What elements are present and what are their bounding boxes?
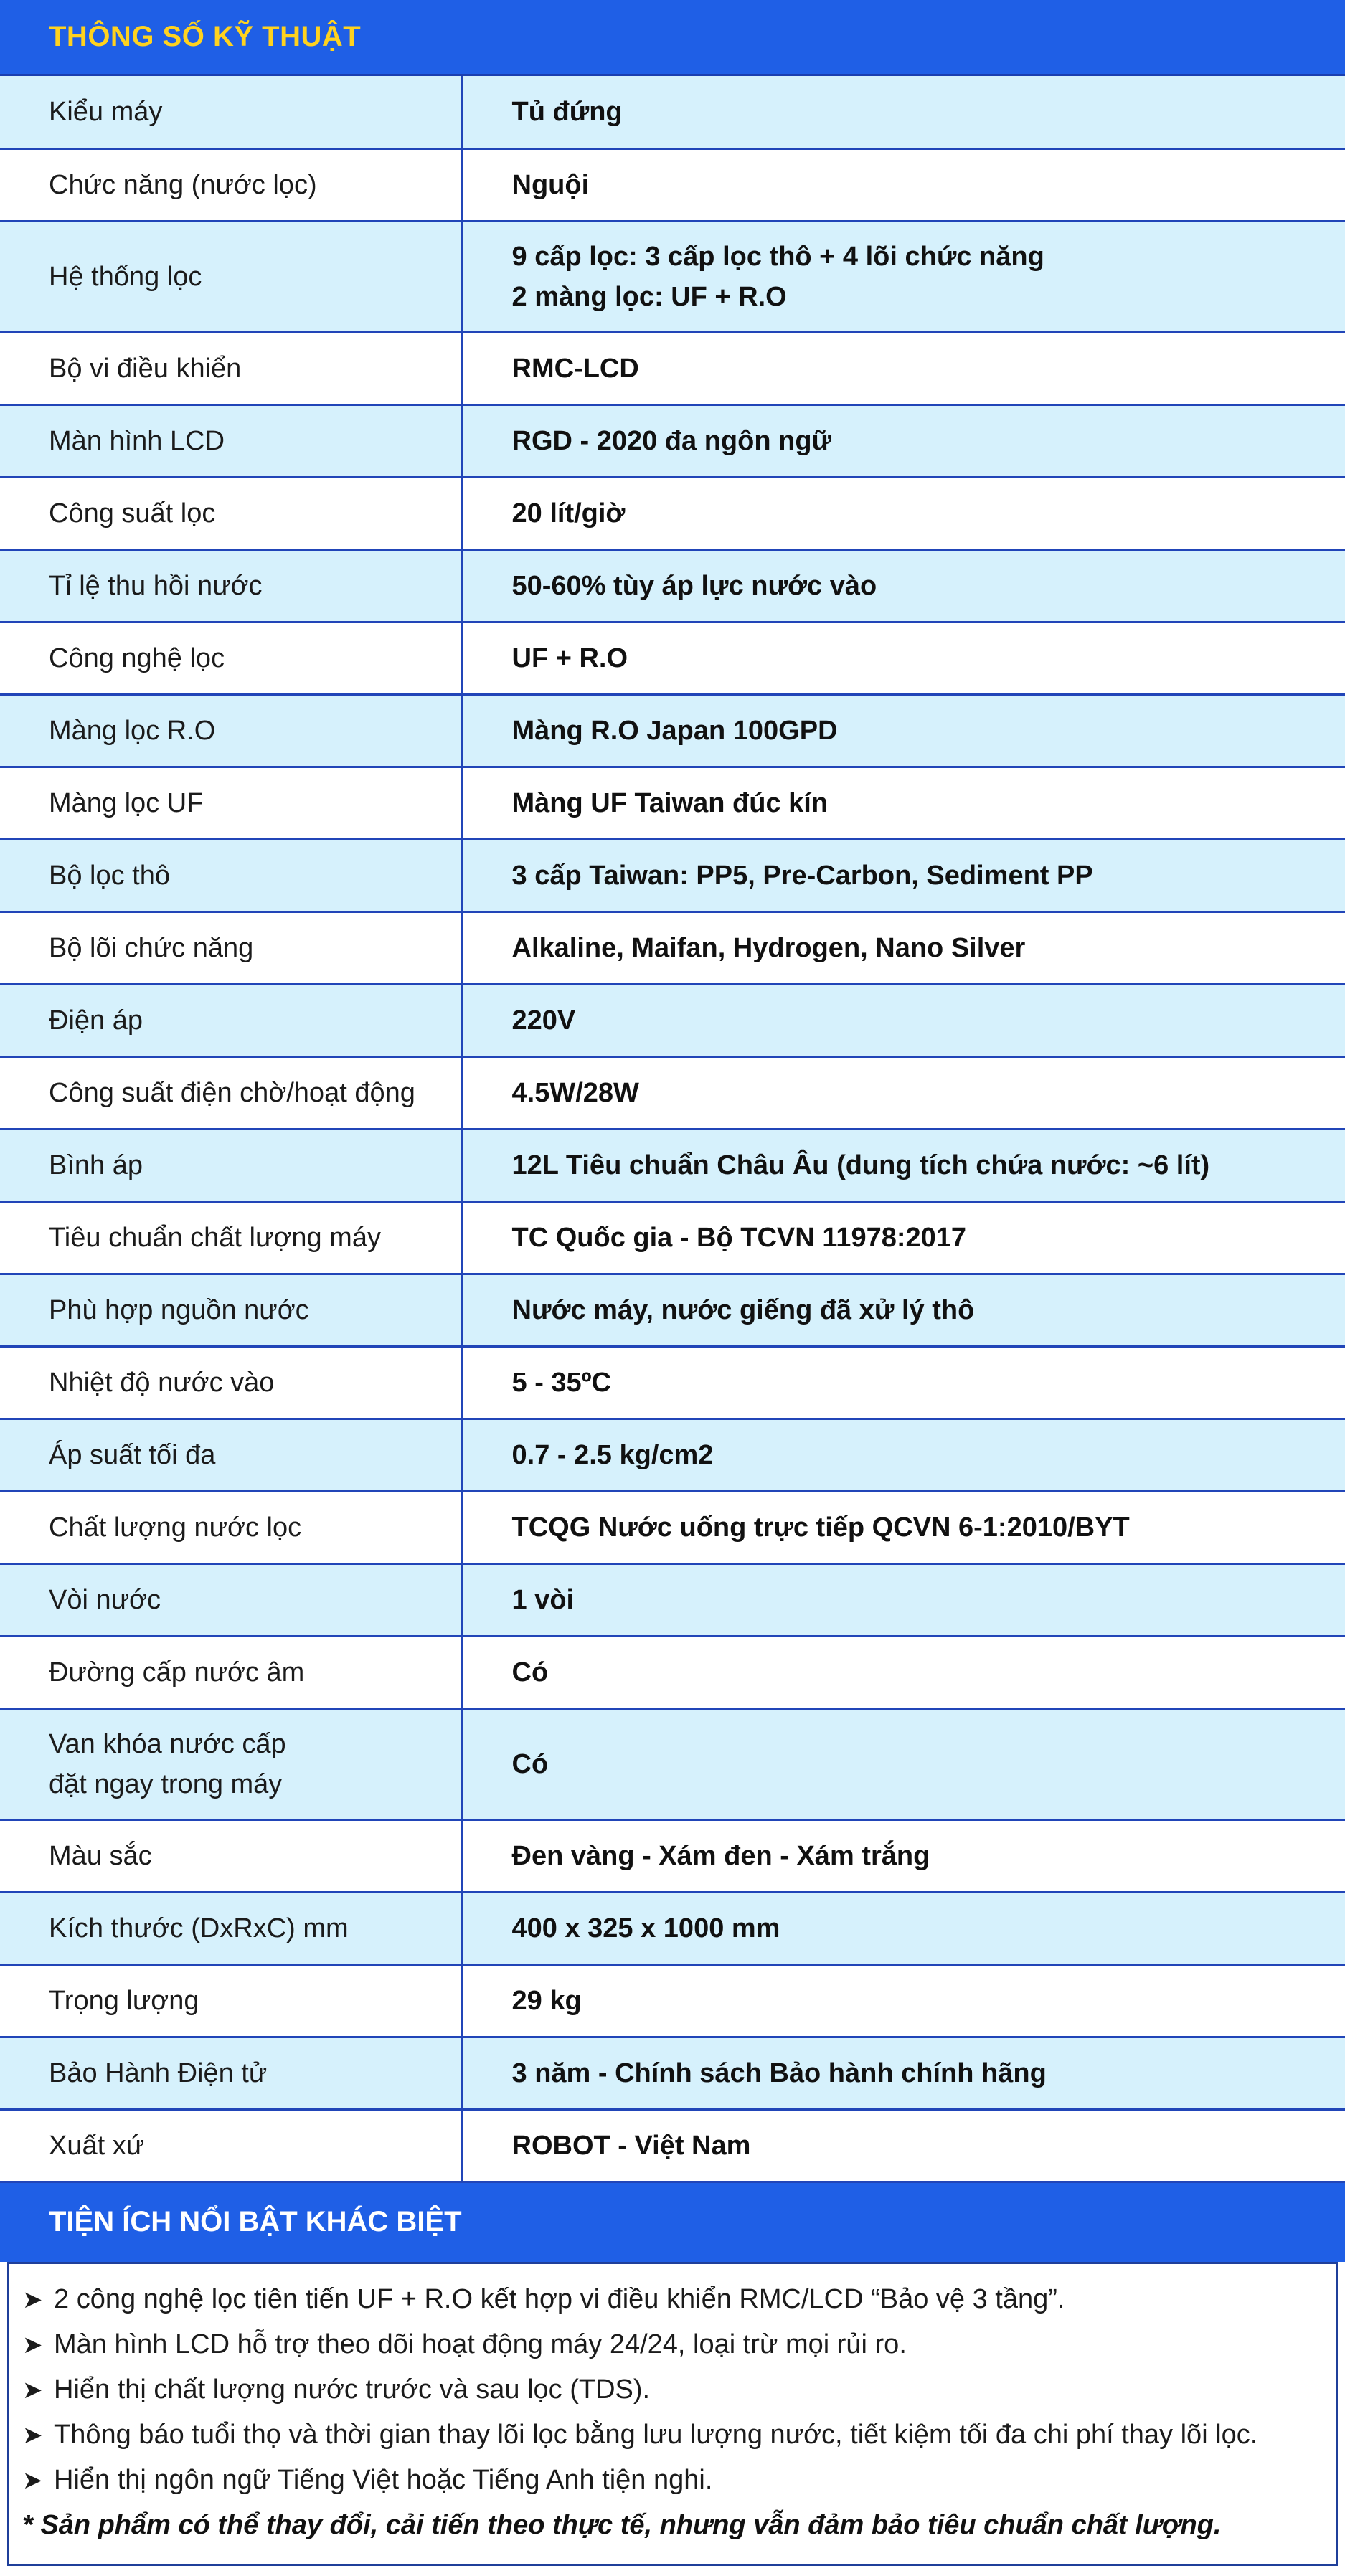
feature-item xyxy=(22,2458,1336,2503)
spec-value: ROBOT - Việt Nam xyxy=(462,2109,1345,2182)
spec-value: 29 kg xyxy=(462,1964,1345,2037)
spec-value: UF + R.O xyxy=(462,622,1345,694)
spec-value: 50-60% tùy áp lực nước vào xyxy=(462,549,1345,622)
feature-text: Thông báo tuổi thọ và thời gian thay lõi lọc bằng lưu lượng nước, tiết kiệm tối đa chi phí thay lõi lọc. xyxy=(54,2419,1258,2450)
feature-item xyxy=(22,2412,1336,2458)
spec-value: 220V xyxy=(462,984,1345,1056)
features-box xyxy=(7,2262,1338,2566)
spec-row xyxy=(0,1819,1345,1892)
spec-row xyxy=(0,1491,1345,1563)
spec-label: Chất lượng nước lọc xyxy=(0,1491,462,1563)
spec-label: Áp suất tối đa xyxy=(0,1419,462,1491)
spec-value: Nguội xyxy=(462,148,1345,221)
spec-label: Kiểu máy xyxy=(0,76,462,148)
spec-row xyxy=(0,1708,1345,1819)
feature-item xyxy=(22,2367,1336,2412)
spec-value: Màng R.O Japan 100GPD xyxy=(462,694,1345,767)
spec-label: Bình áp xyxy=(0,1129,462,1201)
spec-label: Vòi nước xyxy=(0,1563,462,1636)
spec-label: Điện áp xyxy=(0,984,462,1056)
spec-value: Nước máy, nước giếng đã xử lý thô xyxy=(462,1274,1345,1346)
feature-text: Hiển thị ngôn ngữ Tiếng Việt hoặc Tiếng Anh tiện nghi. xyxy=(54,2464,713,2495)
spec-value: Đen vàng - Xám đen - Xám trắng xyxy=(462,1819,1345,1892)
spec-label: Đường cấp nước âm xyxy=(0,1636,462,1708)
spec-value: 3 cấp Taiwan: PP5, Pre-Carbon, Sediment PP xyxy=(462,839,1345,911)
features-title: TIỆN ÍCH NỔI BẬT KHÁC BIỆT xyxy=(49,2206,462,2238)
spec-row xyxy=(0,1346,1345,1419)
spec-row xyxy=(0,839,1345,911)
spec-label: Chức năng (nước lọc) xyxy=(0,148,462,221)
spec-label: Công suất điện chờ/hoạt động xyxy=(0,1056,462,1129)
spec-row xyxy=(0,477,1345,549)
spec-label: Hệ thống lọc xyxy=(0,221,462,332)
spec-row xyxy=(0,76,1345,148)
spec-label: Màng lọc UF xyxy=(0,767,462,839)
spec-row xyxy=(0,148,1345,221)
spec-label: Màn hình LCD xyxy=(0,404,462,477)
spec-row xyxy=(0,549,1345,622)
spec-row xyxy=(0,1419,1345,1491)
feature-text: Màn hình LCD hỗ trợ theo dõi hoạt động máy 24/24, loại trừ mọi rủi ro. xyxy=(54,2329,907,2359)
spec-label: Kích thước (DxRxC) mm xyxy=(0,1892,462,1964)
spec-value: 3 năm - Chính sách Bảo hành chính hãng xyxy=(462,2037,1345,2109)
spec-row xyxy=(0,1129,1345,1201)
spec-row xyxy=(0,332,1345,404)
spec-value: Màng UF Taiwan đúc kín xyxy=(462,767,1345,839)
spec-header xyxy=(0,0,1345,76)
spec-label: Nhiệt độ nước vào xyxy=(0,1346,462,1419)
spec-label: Trọng lượng xyxy=(0,1964,462,2037)
arrow-bullet-icon: ➤ xyxy=(22,2466,43,2494)
feature-item xyxy=(22,2322,1336,2367)
spec-value: TCQG Nước uống trực tiếp QCVN 6-1:2010/BYT xyxy=(462,1491,1345,1563)
arrow-bullet-icon: ➤ xyxy=(22,2421,43,2449)
spec-row xyxy=(0,1892,1345,1964)
spec-label: Xuất xứ xyxy=(0,2109,462,2182)
spec-value: Có xyxy=(462,1708,1345,1819)
spec-row xyxy=(0,2109,1345,2182)
spec-value: Tủ đứng xyxy=(462,76,1345,148)
spec-value: 1 vòi xyxy=(462,1563,1345,1636)
spec-row xyxy=(0,404,1345,477)
arrow-bullet-icon: ➤ xyxy=(22,2376,43,2404)
spec-row xyxy=(0,984,1345,1056)
spec-label: Tiêu chuẩn chất lượng máy xyxy=(0,1201,462,1274)
spec-label: Bộ lọc thô xyxy=(0,839,462,911)
spec-label: Van khóa nước cấp đặt ngay trong máy xyxy=(0,1708,462,1819)
spec-value: 9 cấp lọc: 3 cấp lọc thô + 4 lõi chức năng 2 màng lọc: UF + R.O xyxy=(462,221,1345,332)
spec-label: Công nghệ lọc xyxy=(0,622,462,694)
spec-row xyxy=(0,2037,1345,2109)
spec-value: 0.7 - 2.5 kg/cm2 xyxy=(462,1419,1345,1491)
spec-value: 5 - 35ºC xyxy=(462,1346,1345,1419)
spec-value: 20 lít/giờ xyxy=(462,477,1345,549)
spec-value: RMC-LCD xyxy=(462,332,1345,404)
spec-row xyxy=(0,622,1345,694)
spec-table xyxy=(0,76,1345,2183)
spec-row xyxy=(0,911,1345,984)
spec-value: Alkaline, Maifan, Hydrogen, Nano Silver xyxy=(462,911,1345,984)
spec-row xyxy=(0,1563,1345,1636)
spec-label: Màng lọc R.O xyxy=(0,694,462,767)
spec-label: Bộ lõi chức năng xyxy=(0,911,462,984)
spec-label: Công suất lọc xyxy=(0,477,462,549)
spec-row xyxy=(0,1636,1345,1708)
spec-label: Tỉ lệ thu hồi nước xyxy=(0,549,462,622)
features-header xyxy=(0,2183,1345,2262)
spec-row xyxy=(0,1201,1345,1274)
spec-row xyxy=(0,221,1345,332)
spec-row xyxy=(0,694,1345,767)
spec-value: 400 x 325 x 1000 mm xyxy=(462,1892,1345,1964)
spec-value: TC Quốc gia - Bộ TCVN 11978:2017 xyxy=(462,1201,1345,1274)
spec-value: 12L Tiêu chuẩn Châu Âu (dung tích chứa nước: ~6 lít) xyxy=(462,1129,1345,1201)
spec-row xyxy=(0,1056,1345,1129)
feature-text: Hiển thị chất lượng nước trước và sau lọc (TDS). xyxy=(54,2374,651,2405)
spec-value: 4.5W/28W xyxy=(462,1056,1345,1129)
spec-title: THÔNG SỐ KỸ THUẬT xyxy=(49,21,362,52)
spec-label: Màu sắc xyxy=(0,1819,462,1892)
spec-row xyxy=(0,767,1345,839)
arrow-bullet-icon: ➤ xyxy=(22,2286,43,2314)
spec-label: Phù hợp nguồn nước xyxy=(0,1274,462,1346)
feature-item xyxy=(22,2277,1336,2322)
spec-row xyxy=(0,1964,1345,2037)
spec-value: Có xyxy=(462,1636,1345,1708)
arrow-bullet-icon: ➤ xyxy=(22,2331,43,2359)
spec-label: Bộ vi điều khiển xyxy=(0,332,462,404)
spec-row xyxy=(0,1274,1345,1346)
feature-text: 2 công nghệ lọc tiên tiến UF + R.O kết hợp vi điều khiển RMC/LCD “Bảo vệ 3 tầng”. xyxy=(54,2283,1065,2314)
feature-list xyxy=(22,2277,1336,2503)
disclaimer-note: * Sản phẩm có thể thay đổi, cải tiến theo thực tế, nhưng vẫn đảm bảo tiêu chuẩn chất lượng. xyxy=(22,2509,1222,2540)
spec-label: Bảo Hành Điện tử xyxy=(0,2037,462,2109)
spec-value: RGD - 2020 đa ngôn ngữ xyxy=(462,404,1345,477)
